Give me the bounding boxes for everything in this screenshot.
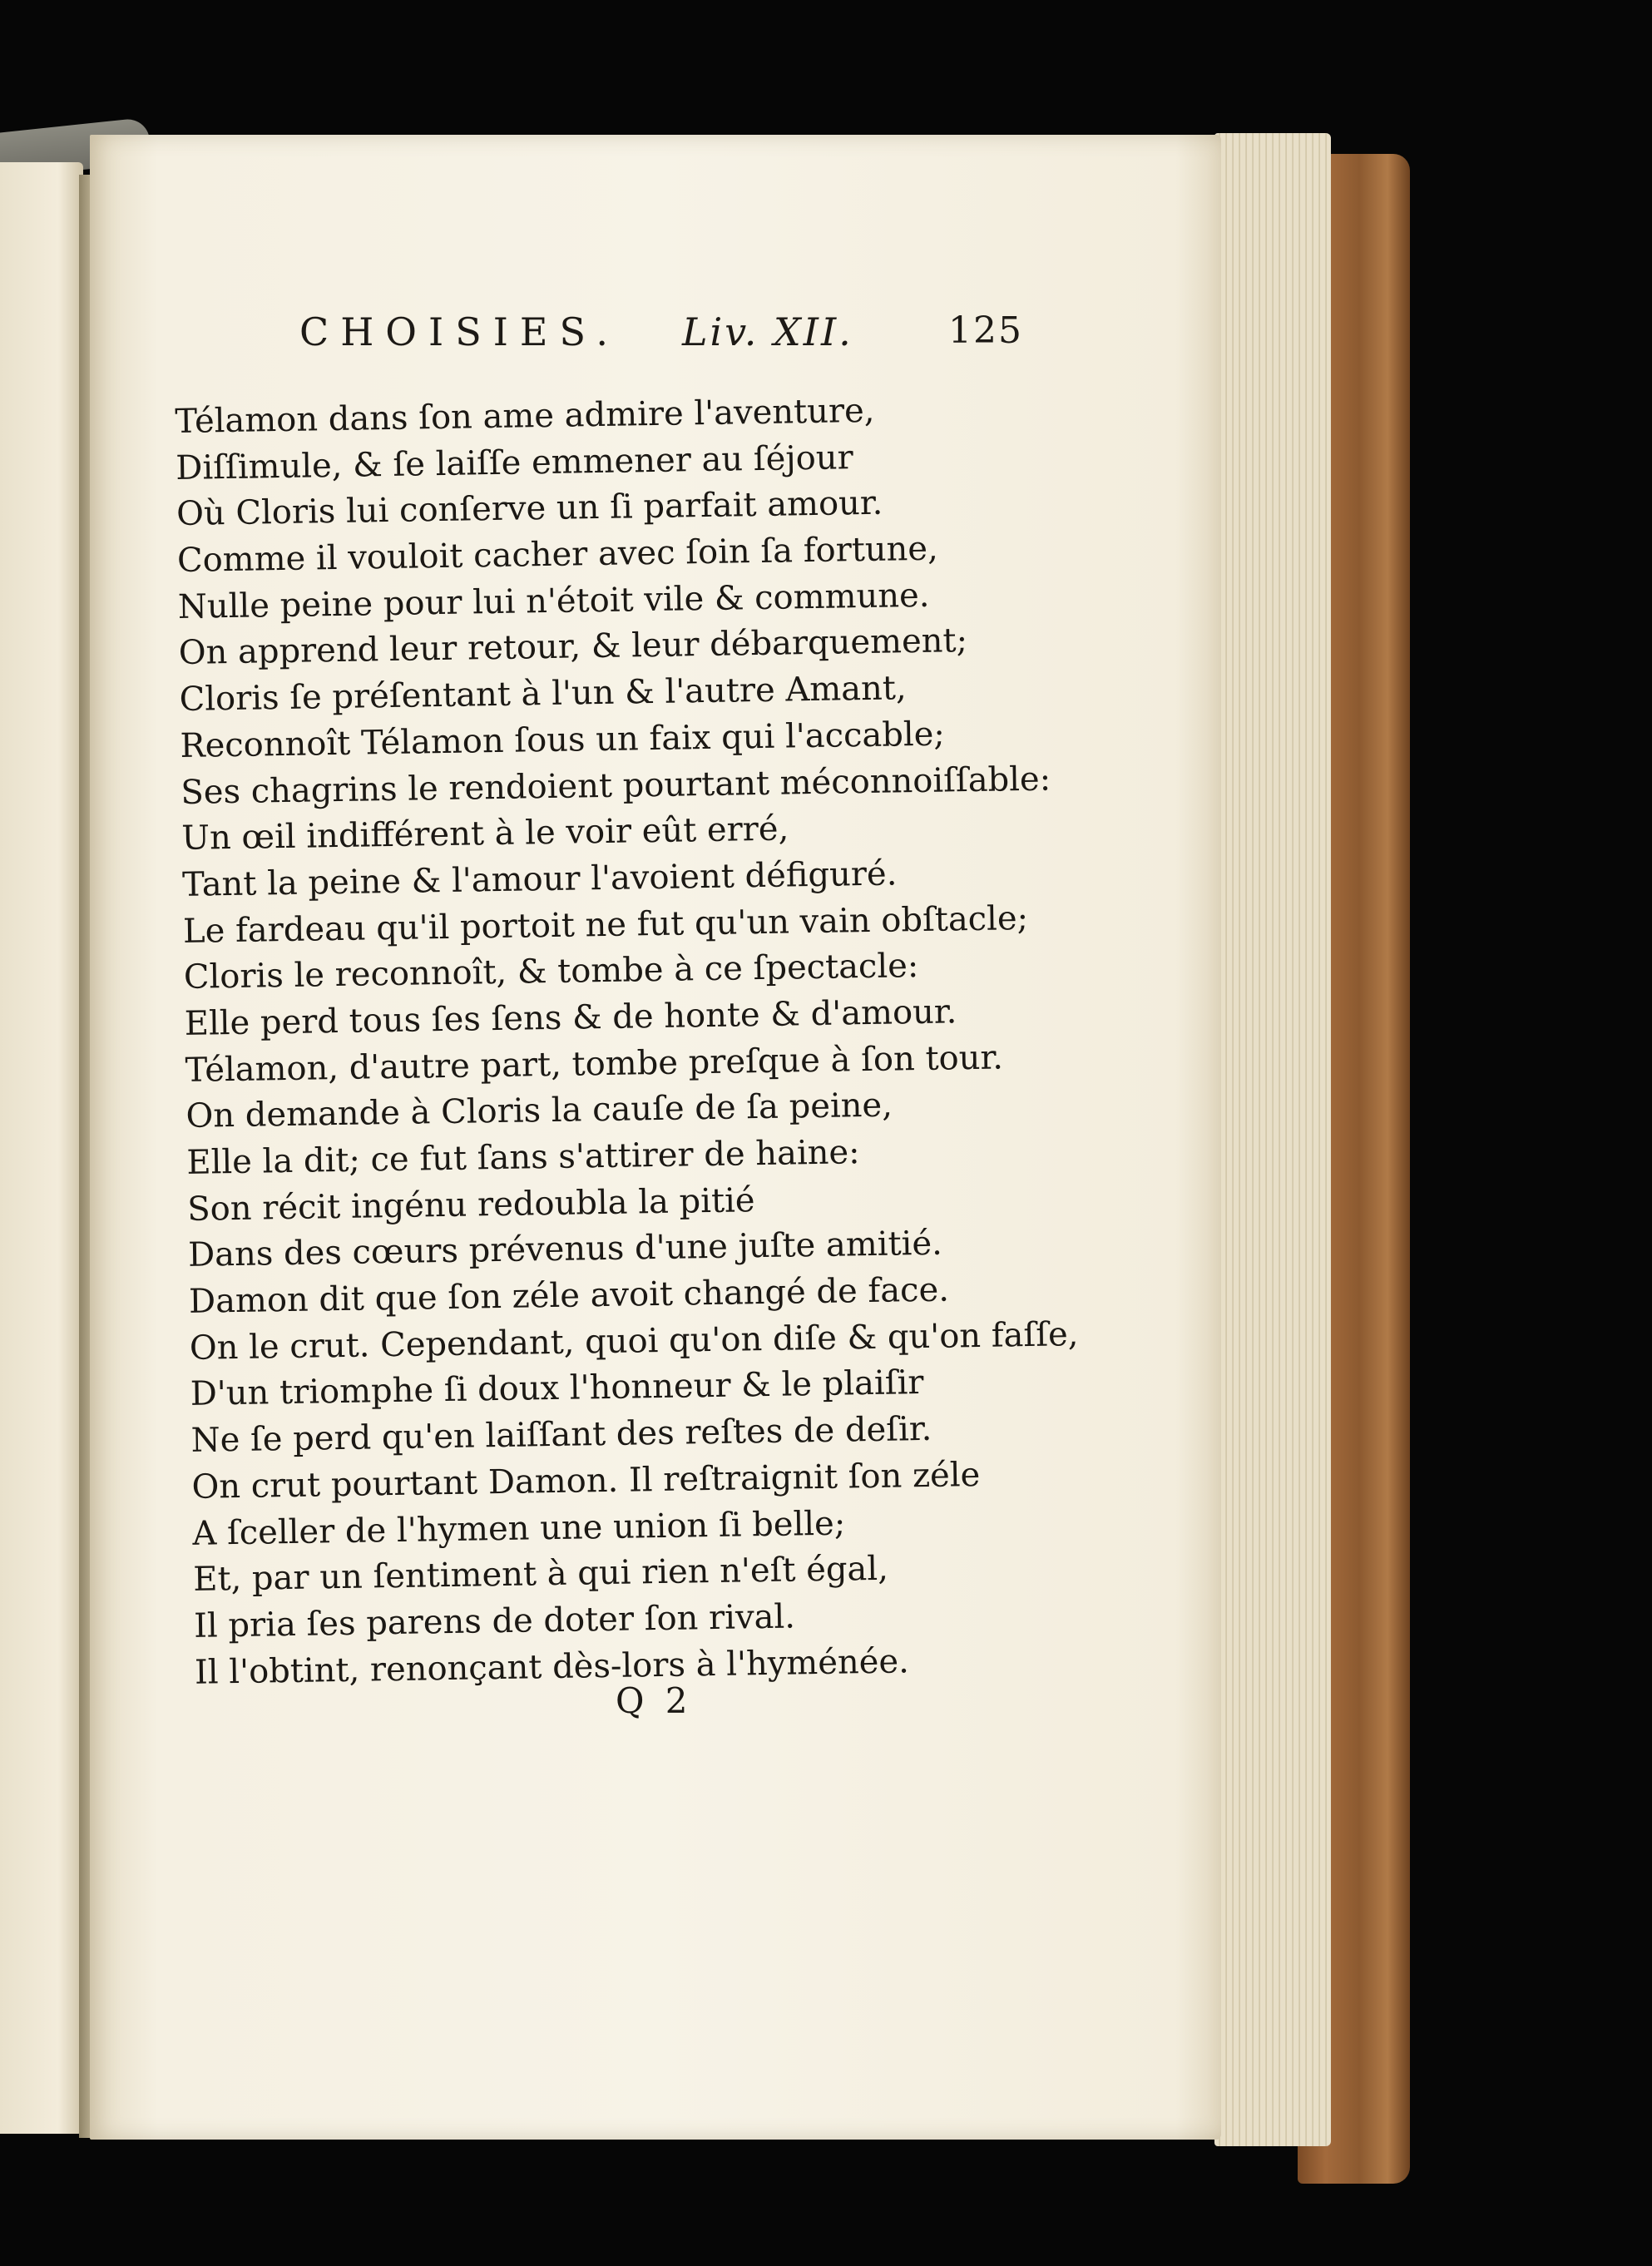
verse-line: Et, par un ſentiment à qui rien n'eſt égal, [192, 1549, 889, 1600]
verse-line: Le fardeau qu'il portoit ne fut qu'un vain obſtacle; [182, 898, 1029, 951]
verse-line: A ſceller de l'hymen une union ſi belle; [192, 1504, 846, 1553]
page-number: 125 [948, 309, 1023, 352]
verse-line: Diſſimule, & ſe laiſſe emmener au ſéjour [175, 438, 853, 487]
verse-line: Cloris le reconnoît, & tombe à ce ſpectacle: [183, 947, 919, 997]
verse-line: Télamon dans ſon ame admire l'aventure, [175, 391, 875, 441]
left-page [0, 162, 83, 2134]
running-head-title: CHOISIES. [299, 309, 620, 354]
verse-line: Comme il vouloit cacher avec ſoin ſa fortune, [176, 529, 939, 581]
running-head [299, 309, 1031, 359]
verse-line: Son récit ingénu redoubla la pitié [186, 1180, 755, 1229]
verse-line: Où Cloris lui conſerve un ſi parfait amour. [176, 484, 883, 534]
verse-line: Cloris ſe préſentant à l'un & l'autre Amant, [179, 669, 907, 720]
verse-line: Télamon, d'autre part, tombe preſque à ſon tour. [185, 1038, 1004, 1090]
verse-line: On le crut. Cependant, quoi qu'on diſe & qu'on faſſe, [189, 1314, 1079, 1368]
signature-mark: Q 2 [616, 1680, 693, 1721]
verse-line: Elle la dit; ce fut ſans s'attirer de haine: [186, 1133, 860, 1182]
verse-line: Tant la peine & l'amour l'avoient défiguré. [181, 854, 898, 904]
verse-line: Reconnoît Télamon ſous un faix qui l'accable; [180, 715, 946, 765]
verse-line: Ne ſe perd qu'en laiſſant des reſtes de deſir. [190, 1409, 932, 1460]
verse-line: Damon dit que ſon zéle avoit changé de face. [188, 1270, 950, 1321]
verse-line: D'un triomphe ſi doux l'honneur & le plaiſir [190, 1363, 924, 1414]
verse-line: Ses chagrins le rendoient pourtant méconnoiſſable: [181, 759, 1051, 812]
verse-line: On apprend leur retour, & leur débarquement; [178, 621, 968, 673]
verse-line: Un œil indifférent à le voir eût erré, [181, 809, 789, 858]
verse-line: Elle perd tous ſes ſens & de honte & d'amour. [184, 992, 957, 1043]
verse-line: On crut pourtant Damon. Il reſtraignit ſon zéle [191, 1455, 981, 1507]
verse-line: Il l'obtint, renonçant dès-lors à l'hyménée. [194, 1641, 910, 1692]
verse-block [175, 385, 1110, 1696]
verse-line: Dans des cœurs prévenus d'une juſte amitié. [187, 1225, 943, 1275]
verse-line: Il pria ſes parens de doter ſon rival. [193, 1597, 796, 1645]
page-fore-edge [1214, 133, 1331, 2146]
verse-line: On demande à Cloris la cauſe de ſa peine, [185, 1086, 893, 1136]
verse-line: Nulle peine pour lui n'étoit vile & commune. [177, 576, 930, 626]
running-head-book: Liv. XII. [682, 309, 853, 354]
